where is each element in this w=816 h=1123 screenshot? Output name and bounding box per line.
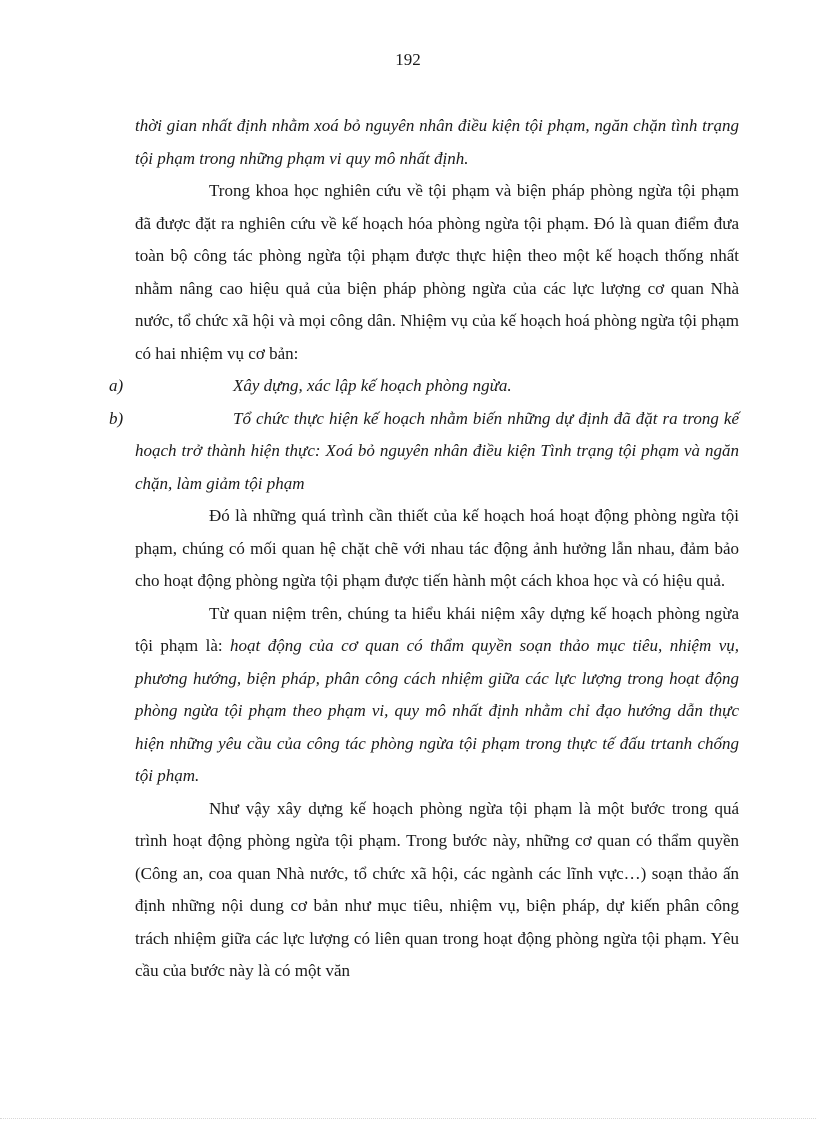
definition-text: hoạt động của cơ quan có thẩm quyền soạn thảo mục tiêu, nhiệm vụ, phương hướng, biện pháp, phân công cách nhiệm giữa các lực lượng trong hoạt động phòng ngừa tội phạm theo phạm vi, quy mô nhất định nhằm chỉ đạo hướng dẫn thực hiện những yêu cầu của công tác phòng ngừa tội phạm trong thực tế đấu trtanh chống tội phạm. xyxy=(135,636,739,785)
definition-lead: Từ quan niệm trên, chúng ta hiểu khái niệm xây dựng kế hoạch phòng ngừa tội phạm là: xyxy=(135,603,739,655)
list-marker-b: b) xyxy=(109,408,124,428)
paragraph-processes: Đó là những quá trình cần thiết của kế hoạch hoá hoạt động phòng ngừa tội phạm, chúng có mối quan hệ chặt chẽ với nhau tác động ảnh hưởng lẫn nhau, đảm bảo cho hoạt động phòng ngừa tội phạm được tiến hành một cách khoa học và có hiệu quả. xyxy=(135,506,739,590)
paragraph-continuation: thời gian nhất định nhằm xoá bỏ nguyên nhân điều kiện tội phạm, ngăn chặn tình trạng tội phạm trong những phạm vi quy mô nhất định. xyxy=(135,116,739,168)
paragraph-planning-intro: Trong khoa học nghiên cứu về tội phạm và biện pháp phòng ngừa tội phạm đã được đặt ra nghiên cứu về kế hoạch hóa phòng ngừa tội phạm. Đó là quan điểm đưa toàn bộ công tác phòng ngừa tội phạm được thực hiện theo một kế hoạch thống nhất nhằm nâng cao hiệu quả của biện pháp phòng ngừa của các lực lượng cơ quan Nhà nước, tổ chức xã hội và mọi công dân. Nhiệm vụ của kế hoạch hoá phòng ngừa tội phạm có hai nhiệm vụ cơ bản: xyxy=(135,181,739,363)
paragraph-definition xyxy=(135,598,739,793)
list-text-b: Tổ chức thực hiện kế hoạch nhằm biến những dự định đã đặt ra trong kế hoạch trở thành hiện thực: Xoá bỏ nguyên nhân điều kiện Tình trạng tội phạm và ngăn chặn, làm giảm tội phạm xyxy=(135,408,739,493)
paragraph-planning-step: Như vậy xây dựng kế hoạch phòng ngừa tội phạm là một bước trong quá trình hoạt động phòng ngừa tội phạm. Trong bước này, những cơ quan có thẩm quyền (Công an, coa quan Nhà nước, tổ chức xã hội, các ngành các lĩnh vực…) soạn thảo ấn định những nội dung cơ bản như mục tiêu, nhiệm vụ, biện pháp, dự kiến phân công trách nhiệm giữa các lực lượng có liên quan trong hoạt động phòng ngừa tội phạm. Yêu cầu của bước này là có một văn xyxy=(135,798,739,980)
list-marker-a: a) xyxy=(109,376,124,395)
list-text-a: Xây dựng, xác lập kế hoạch phòng ngừa. xyxy=(233,376,512,395)
page-number: 192 xyxy=(395,50,421,69)
document-body xyxy=(109,110,739,988)
list-item-b xyxy=(109,403,739,501)
footer-divider xyxy=(0,1118,816,1119)
list-item-a xyxy=(109,370,739,403)
